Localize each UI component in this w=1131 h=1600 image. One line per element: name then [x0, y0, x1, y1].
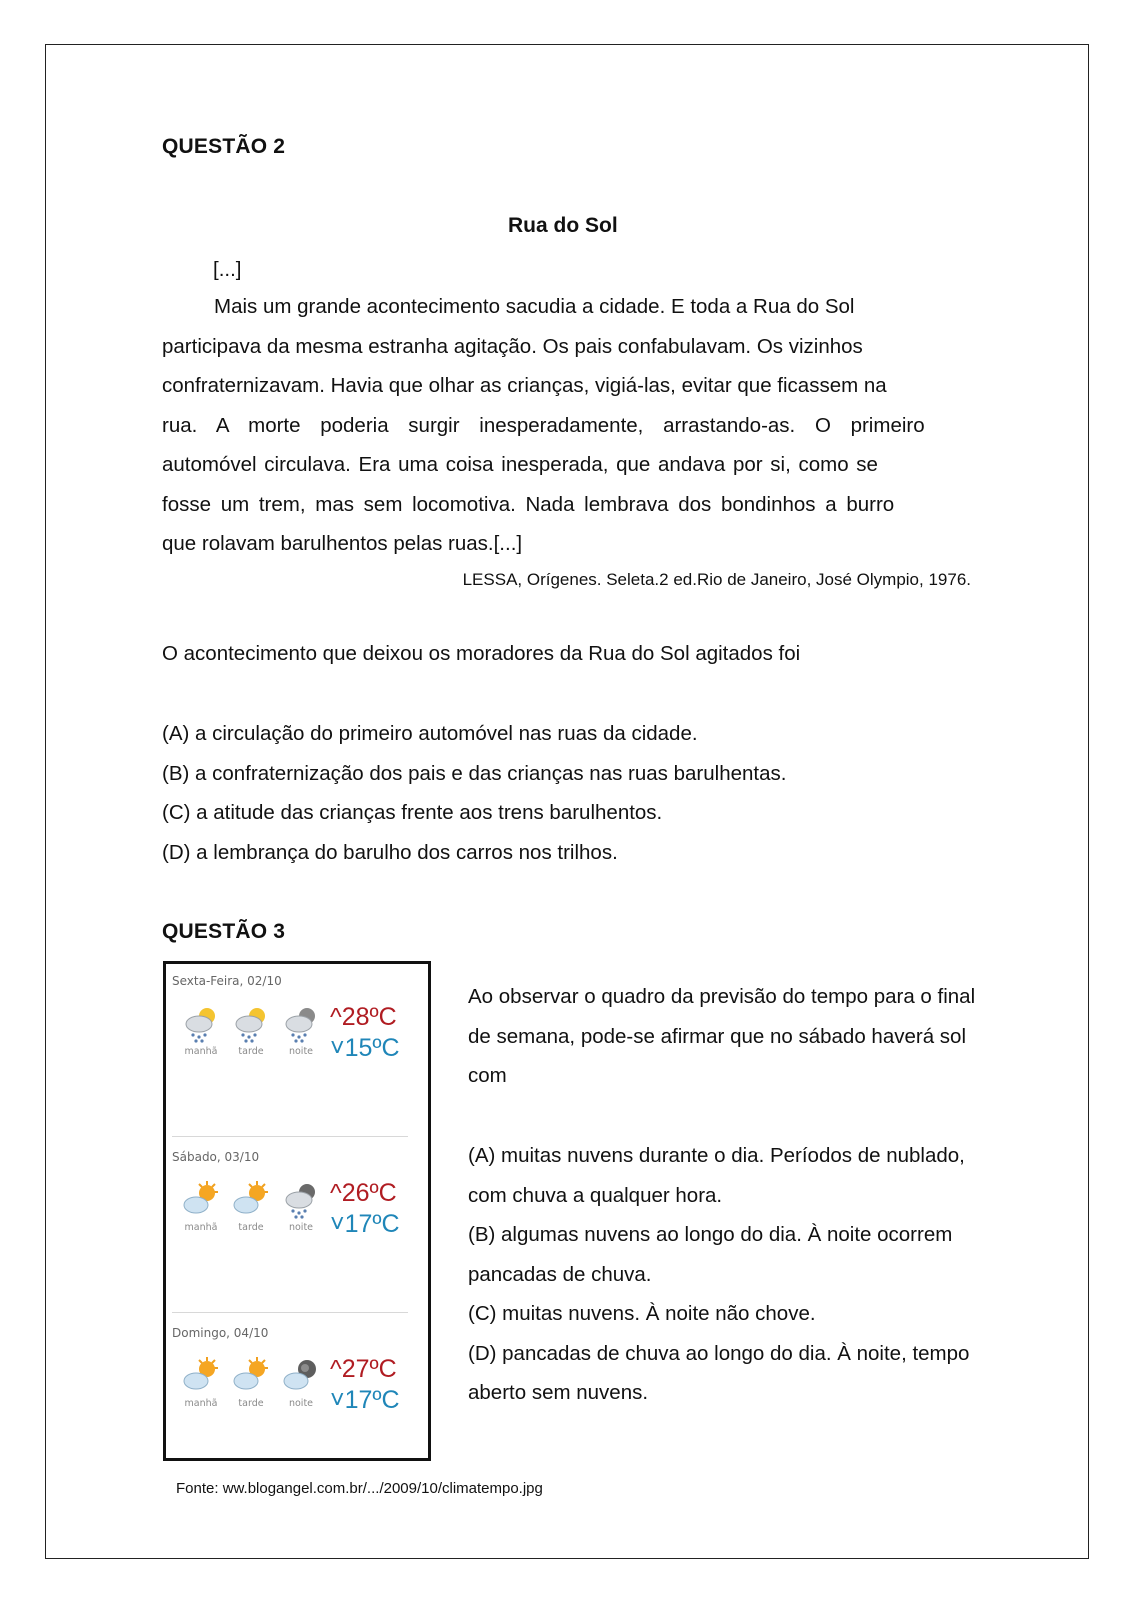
- day-label: Sábado, 03/10: [172, 1150, 260, 1164]
- period-morning: [176, 1004, 226, 1057]
- forecast-day-sunday: [172, 1326, 414, 1456]
- period-morning: [176, 1356, 226, 1409]
- question-3-heading: QUESTÃO 3: [162, 920, 286, 943]
- passage-line: confraternizavam. Havia que olhar as crianças, vigiá-las, evitar que ficassem na: [162, 374, 887, 397]
- sun-cloud-icon: [231, 1356, 271, 1396]
- option-label: (C): [162, 801, 191, 824]
- day-label: Domingo, 04/10: [172, 1326, 269, 1340]
- max-temp: ^26ºC: [330, 1179, 397, 1207]
- period-afternoon: [226, 1356, 276, 1409]
- period-icons: [176, 1004, 326, 1057]
- option-label: (D): [162, 840, 191, 864]
- min-temp: ˅17ºC: [330, 1386, 400, 1414]
- temperatures: [330, 1354, 400, 1416]
- prompt-line: de semana, pode-se afirmar que no sábado haverá sol: [468, 1024, 967, 1048]
- period-icons: [176, 1356, 326, 1409]
- option-label: (B): [162, 761, 190, 785]
- question-3-options: [468, 1136, 1048, 1413]
- period-label: manhã: [184, 1398, 218, 1409]
- period-label: manhã: [184, 1222, 218, 1233]
- period-label: tarde: [238, 1222, 264, 1233]
- sun-cloud-icon: [181, 1180, 221, 1220]
- passage-line: rua. A morte poderia surgir inesperadamente, arrastando-as. O primeiro: [162, 413, 925, 437]
- option-text: a circulação do primeiro automóvel nas ruas da cidade.: [195, 722, 698, 745]
- option-c[interactable]: [162, 793, 786, 833]
- forecast-day-saturday: [172, 1150, 414, 1310]
- period-afternoon: [226, 1004, 276, 1057]
- moon-cloud-icon: [281, 1356, 321, 1396]
- question-2-options: [162, 714, 786, 872]
- option-b-line-2[interactable]: pancadas de chuva.: [468, 1262, 652, 1286]
- citation: LESSA, Orígenes. Seleta.2 ed.Rio de Janeiro, José Olympio, 1976.: [462, 570, 971, 589]
- day-divider: [172, 1312, 408, 1313]
- image-source: Fonte: ww.blogangel.com.br/.../2009/10/climatempo.jpg: [176, 1480, 543, 1497]
- option-text: a confraternização dos pais e das crianças nas ruas barulhentas.: [195, 761, 787, 785]
- period-label: noite: [288, 1398, 314, 1409]
- min-temp: ˅17ºC: [330, 1210, 400, 1238]
- period-afternoon: [226, 1180, 276, 1233]
- option-label: (A): [162, 722, 190, 745]
- passage-line: fosse um trem, mas sem locomotiva. Nada lembrava dos bondinhos a burro: [162, 492, 895, 516]
- passage-line: que rolavam barulhentos pelas ruas.[...]: [162, 532, 523, 555]
- temperatures: [330, 1002, 400, 1064]
- temperatures: [330, 1178, 400, 1240]
- period-label: tarde: [238, 1046, 264, 1057]
- option-text: a lembrança do barulho dos carros nos trilhos.: [196, 840, 618, 864]
- period-label: noite: [288, 1222, 314, 1233]
- prompt-line: Ao observar o quadro da previsão do tempo para o final: [468, 985, 976, 1008]
- question-2-prompt: O acontecimento que deixou os moradores da Rua do Sol agitados foi: [162, 642, 801, 665]
- option-d-line-1[interactable]: (D) pancadas de chuva ao longo do dia. À noite, tempo: [468, 1341, 970, 1365]
- sun-cloud-icon: [181, 1356, 221, 1396]
- max-temp: ^28ºC: [330, 1003, 397, 1031]
- option-d-line-2[interactable]: aberto sem nuvens.: [468, 1381, 649, 1404]
- ellipsis-start: [...]: [213, 258, 242, 281]
- passage-line: automóvel circulava. Era uma coisa inesperada, que andava por si, como se: [162, 453, 878, 476]
- period-morning: [176, 1180, 226, 1233]
- day-divider: [172, 1136, 408, 1137]
- period-label: tarde: [238, 1398, 264, 1409]
- option-a-line-2[interactable]: com chuva a qualquer hora.: [468, 1183, 723, 1207]
- period-icons: [176, 1180, 326, 1233]
- text-title: Rua do Sol: [508, 214, 618, 237]
- option-a-line-1[interactable]: (A) muitas nuvens durante o dia. Períodos de nublado,: [468, 1144, 965, 1167]
- period-night: [276, 1356, 326, 1409]
- day-label: Sexta-Feira, 02/10: [172, 974, 282, 988]
- option-c[interactable]: (C) muitas nuvens. À noite não chove.: [468, 1302, 816, 1325]
- max-temp: ^27ºC: [330, 1355, 397, 1383]
- question-3-prompt: [468, 977, 1048, 1096]
- moon-cloud-rain-icon: [281, 1180, 321, 1220]
- sun-cloud-rain-icon: [231, 1004, 271, 1044]
- option-b-line-1[interactable]: (B) algumas nuvens ao longo do dia. À noite ocorrem: [468, 1223, 953, 1246]
- sun-cloud-rain-icon: [181, 1004, 221, 1044]
- min-temp: ˅15ºC: [330, 1034, 400, 1062]
- option-b[interactable]: [162, 754, 786, 794]
- option-text: a atitude das crianças frente aos trens barulhentos.: [196, 801, 663, 824]
- period-night: [276, 1180, 326, 1233]
- question-2-heading: QUESTÃO 2: [162, 135, 286, 158]
- passage-line: participava da mesma estranha agitação. Os pais confabulavam. Os vizinhos: [162, 334, 863, 358]
- passage-line: Mais um grande acontecimento sacudia a cidade. E toda a Rua do Sol: [214, 295, 855, 318]
- prompt-line: com: [468, 1064, 507, 1087]
- weather-forecast-image: [163, 961, 431, 1461]
- option-a[interactable]: [162, 714, 786, 754]
- period-label: manhã: [184, 1046, 218, 1057]
- period-night: [276, 1004, 326, 1057]
- period-label: noite: [288, 1046, 314, 1057]
- forecast-day-friday: [172, 974, 414, 1134]
- moon-cloud-rain-icon: [281, 1004, 321, 1044]
- reading-passage: [162, 287, 972, 564]
- sun-cloud-icon: [231, 1180, 271, 1220]
- option-d[interactable]: [162, 833, 786, 873]
